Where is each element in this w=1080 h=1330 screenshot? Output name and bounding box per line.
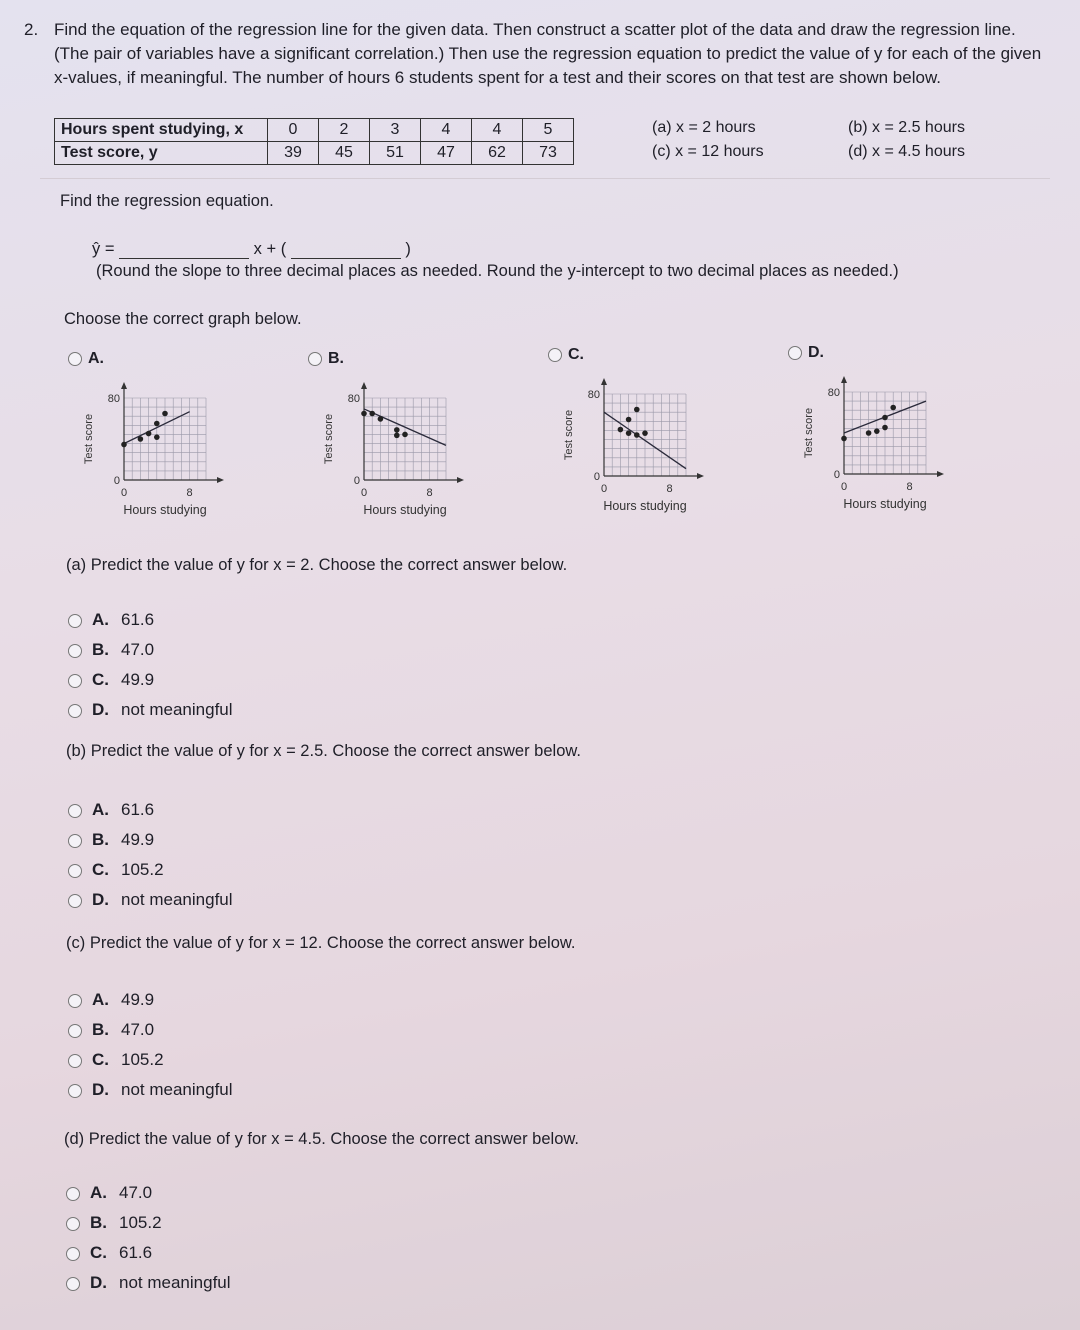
y-axis-arrow	[121, 382, 127, 389]
question-a-choices	[68, 605, 233, 725]
scatter-plot-a	[68, 378, 268, 538]
choice[interactable]: C. 49.9	[68, 665, 233, 695]
data-point	[618, 427, 624, 433]
y-axis-arrow	[841, 376, 847, 383]
question-b-choices	[68, 795, 233, 915]
y-tick-label: 80	[587, 389, 600, 401]
radio-button[interactable]	[68, 644, 82, 658]
problem-text: Find the equation of the regression line for the given data. Then construct a scatter plot of the data and draw the regression line. (The pair of variables have a significant correlation.) Then use the regression equation to predict the value of y for each of the given x-values, if meaningful. The number of hours 6 students spent for a test and their scores on that test are shown below.	[54, 20, 1042, 87]
x-header: Hours spent studying, x	[55, 119, 268, 142]
radio-button[interactable]	[66, 1217, 80, 1231]
divider	[40, 178, 1050, 179]
x-tick-label: 0	[360, 487, 368, 499]
y-axis-label: Test score	[563, 409, 575, 461]
problem-number: 2.	[24, 20, 39, 39]
graph-option-d[interactable]	[788, 344, 988, 534]
choice[interactable]: A. 47.0	[66, 1178, 231, 1208]
choice[interactable]: A. 61.6	[68, 605, 233, 635]
data-point	[626, 417, 632, 423]
graph-option-a[interactable]	[68, 350, 268, 540]
data-point	[402, 432, 408, 438]
graph-option-label[interactable]: B.	[308, 350, 344, 368]
radio-button[interactable]	[66, 1247, 80, 1261]
x-axis-arrow	[457, 477, 464, 483]
radio-button[interactable]	[68, 834, 82, 848]
radio-button[interactable]	[68, 804, 82, 818]
x-tick-label: 0	[600, 483, 608, 495]
choice[interactable]: B. 47.0	[68, 1015, 233, 1045]
question-b-prompt: (b) Predict the value of y for x = 2.5. Choose the correct answer below.	[66, 742, 581, 760]
radio-button[interactable]	[68, 704, 82, 718]
x-axis-arrow	[937, 471, 944, 477]
data-point	[882, 415, 888, 421]
x-axis-label: Hours studying	[843, 497, 927, 511]
y-axis-label: Test score	[83, 413, 95, 465]
radio-button[interactable]	[68, 1024, 82, 1038]
radio-button[interactable]	[68, 614, 82, 628]
question-d-choices	[66, 1178, 231, 1298]
question-c-prompt: (c) Predict the value of y for x = 12. Choose the correct answer below.	[66, 934, 576, 952]
x-axis-label: Hours studying	[123, 503, 207, 517]
graph-prompt: Choose the correct graph below.	[64, 310, 302, 328]
data-point	[866, 430, 872, 436]
rounding-note: (Round the slope to three decimal places as needed. Round the y-intercept to two decimal places as needed.)	[96, 262, 899, 280]
y-cell: 47	[421, 142, 472, 165]
y-tick-label: 80	[107, 393, 120, 405]
x-axis-arrow	[217, 477, 224, 483]
x-cell: 2	[319, 119, 370, 142]
graph-option-label[interactable]: C.	[548, 346, 584, 364]
question-a-prompt: (a) Predict the value of y for x = 2. Choose the correct answer below.	[66, 556, 568, 574]
y-axis-arrow	[601, 378, 607, 385]
data-point	[626, 430, 632, 436]
radio-button[interactable]	[68, 674, 82, 688]
y-axis-arrow	[361, 382, 367, 389]
choice[interactable]: B. 47.0	[68, 635, 233, 665]
radio-button[interactable]	[68, 1084, 82, 1098]
data-point	[882, 425, 888, 431]
x-cell: 0	[268, 119, 319, 142]
data-point	[162, 411, 168, 417]
x-axis-label: Hours studying	[603, 499, 687, 513]
y-axis-label: Test score	[323, 413, 335, 465]
data-point	[154, 434, 160, 440]
choice[interactable]: B. 105.2	[66, 1208, 231, 1238]
y-cell: 73	[523, 142, 574, 165]
choice[interactable]: C. 105.2	[68, 855, 233, 885]
data-point	[138, 436, 144, 442]
table-row-y	[55, 142, 574, 165]
scatter-plot-d	[788, 372, 988, 532]
scatter-plot-c	[548, 374, 748, 534]
x-cell: 3	[370, 119, 421, 142]
radio-button[interactable]	[68, 894, 82, 908]
radio-button[interactable]	[66, 1187, 80, 1201]
slope-input[interactable]	[119, 240, 249, 259]
regression-prompt: Find the regression equation.	[60, 192, 274, 210]
data-table	[54, 118, 574, 165]
data-point	[146, 431, 152, 437]
x-query-a: (a) x = 2 hours	[652, 119, 756, 136]
x-tick-label: 8	[186, 487, 193, 499]
choice[interactable]: C. 105.2	[68, 1045, 233, 1075]
scatter-plot-b	[308, 378, 508, 538]
data-point	[394, 433, 400, 439]
graph-option-c[interactable]	[548, 346, 748, 536]
radio-button[interactable]	[66, 1277, 80, 1291]
radio-button[interactable]	[68, 352, 82, 366]
choice[interactable]: D. not meaningful	[66, 1268, 231, 1298]
y-cell: 51	[370, 142, 421, 165]
radio-button[interactable]	[308, 352, 322, 366]
table-row-x	[55, 119, 574, 142]
x-tick-label: 0	[840, 481, 848, 493]
radio-button[interactable]	[68, 864, 82, 878]
graph-option-b[interactable]	[308, 350, 508, 540]
data-point	[890, 405, 896, 411]
radio-button[interactable]	[68, 1054, 82, 1068]
x-cell: 4	[472, 119, 523, 142]
intercept-input[interactable]	[291, 240, 401, 259]
choice[interactable]: A. 61.6	[68, 795, 233, 825]
data-point	[361, 411, 367, 417]
data-point	[154, 421, 160, 427]
question-d-prompt: (d) Predict the value of y for x = 4.5. Choose the correct answer below.	[64, 1130, 579, 1148]
x-query-b: (b) x = 2.5 hours	[848, 119, 965, 136]
y-cell: 62	[472, 142, 523, 165]
data-point	[874, 428, 880, 434]
data-point	[378, 416, 384, 422]
choice[interactable]: D. not meaningful	[68, 695, 233, 725]
question-c-choices	[68, 985, 233, 1105]
x-tick-label: 8	[906, 481, 913, 493]
x-axis-arrow	[697, 473, 704, 479]
x-tick-label: 8	[666, 483, 673, 495]
x-query-d: (d) x = 4.5 hours	[848, 143, 965, 160]
data-point	[634, 432, 640, 438]
radio-button[interactable]	[68, 994, 82, 1008]
y-tick-label: 0	[593, 471, 600, 483]
choice[interactable]: C. 61.6	[66, 1238, 231, 1268]
y-tick-label: 0	[833, 469, 840, 481]
y-axis-label: Test score	[803, 407, 815, 459]
graph-option-label[interactable]: A.	[68, 350, 104, 368]
yhat-label: ŷ =	[92, 240, 115, 258]
x-axis-label: Hours studying	[363, 503, 447, 517]
data-point	[121, 442, 127, 448]
regression-equation	[92, 240, 411, 259]
y-cell: 39	[268, 142, 319, 165]
y-tick-label: 80	[827, 387, 840, 399]
choice[interactable]: A. 49.9	[68, 985, 233, 1015]
y-tick-label: 0	[353, 475, 360, 487]
data-point	[369, 411, 375, 417]
y-tick-label: 80	[347, 393, 360, 405]
data-point	[394, 427, 400, 433]
choice[interactable]: D. not meaningful	[68, 885, 233, 915]
y-cell: 45	[319, 142, 370, 165]
radio-button[interactable]	[788, 346, 802, 360]
y-header: Test score, y	[55, 142, 268, 165]
x-cell: 4	[421, 119, 472, 142]
x-cell: 5	[523, 119, 574, 142]
data-point	[634, 407, 640, 413]
close-paren: )	[405, 240, 411, 258]
y-tick-label: 0	[113, 475, 120, 487]
data-point	[841, 436, 847, 442]
data-point	[642, 430, 648, 436]
x-tick-label: 0	[120, 487, 128, 499]
x-query-c: (c) x = 12 hours	[652, 143, 764, 160]
choice[interactable]: D. not meaningful	[68, 1075, 233, 1105]
x-plus-label: x + (	[253, 240, 287, 258]
x-tick-label: 8	[426, 487, 433, 499]
choice[interactable]: B. 49.9	[68, 825, 233, 855]
graph-option-label[interactable]: D.	[788, 344, 824, 362]
radio-button[interactable]	[548, 348, 562, 362]
